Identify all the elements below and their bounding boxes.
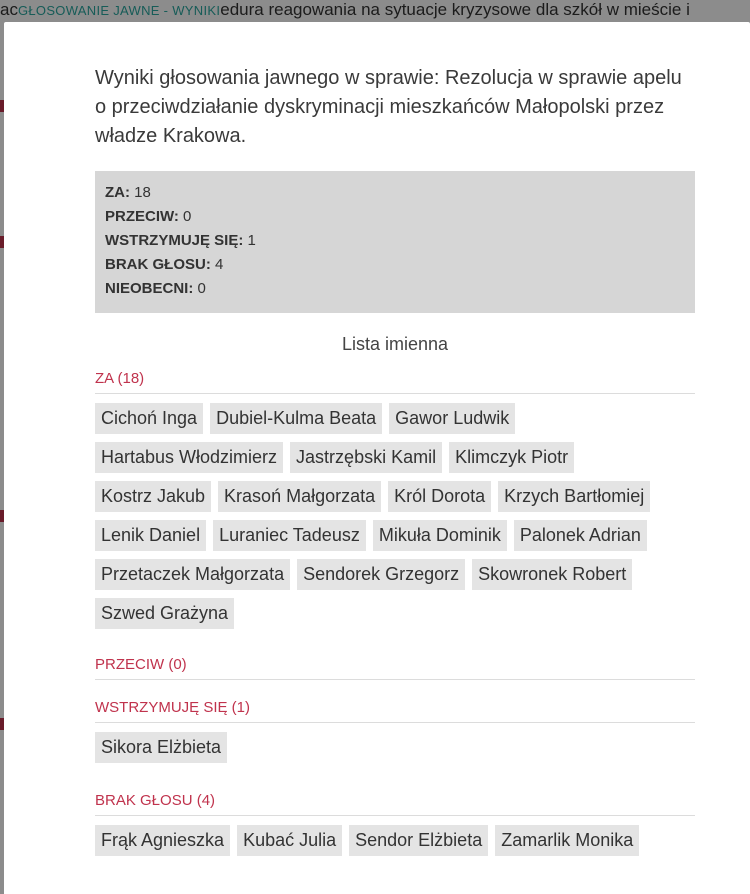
voter-name-chip: Gawor Ludwik <box>389 403 515 434</box>
background-section-label: GŁOSOWANIE JAWNE - WYNIKI <box>17 3 221 18</box>
voter-name-chip: Sendorek Grzegorz <box>297 559 465 590</box>
summary-wstrzymuje-value: 1 <box>243 232 256 249</box>
voter-name-chip: Kubać Julia <box>237 825 342 856</box>
group-za-title: ZA (18) <box>95 369 695 394</box>
summary-brak <box>105 253 685 277</box>
background-text: edura reagowania na sytuacje kryzysowe dla szkół w mieście i <box>220 0 690 19</box>
summary-wstrzymuje-label: WSTRZYMUJĘ SIĘ: <box>105 232 244 249</box>
summary-za <box>105 181 685 205</box>
voter-name-chip: Przetaczek Małgorzata <box>95 559 290 590</box>
group-brak-title: BRAK GŁOSU (4) <box>95 791 695 816</box>
voter-name-chip: Szwed Grażyna <box>95 598 234 629</box>
group-przeciw <box>95 655 695 680</box>
group-brak <box>95 791 695 864</box>
summary-wstrzymuje <box>105 229 685 253</box>
voter-name-chip: Sikora Elżbieta <box>95 732 227 763</box>
voter-name-chip: Kostrz Jakub <box>95 481 211 512</box>
summary-brak-label: BRAK GŁOSU: <box>105 256 211 273</box>
summary-za-label: ZA: <box>105 184 130 201</box>
voter-name-chip: Mikuła Dominik <box>373 520 507 551</box>
modal-content <box>95 22 695 864</box>
group-wstrzymuje-title: WSTRZYMUJĘ SIĘ (1) <box>95 698 695 723</box>
vote-summary <box>95 171 695 313</box>
summary-brak-value: 4 <box>210 256 224 273</box>
group-brak-names <box>95 825 695 864</box>
summary-przeciw-label: PRZECIW: <box>105 208 179 225</box>
voter-name-chip: Jastrzębski Kamil <box>290 442 442 473</box>
name-list-heading: Lista imienna <box>341 334 449 354</box>
group-przeciw-title: PRZECIW (0) <box>95 655 695 680</box>
group-wstrzymuje <box>95 698 695 771</box>
group-wstrzymuje-names <box>95 732 695 771</box>
group-za <box>95 369 695 637</box>
voter-name-chip: Krzych Bartłomiej <box>498 481 650 512</box>
voter-name-chip: Cichoń Inga <box>95 403 203 434</box>
voter-name-chip: Hartabus Włodzimierz <box>95 442 283 473</box>
voter-name-chip: Dubiel-Kulma Beata <box>210 403 382 434</box>
voter-name-chip: Frąk Agnieszka <box>95 825 230 856</box>
voter-name-chip: Krasoń Małgorzata <box>218 481 381 512</box>
modal-title: Wyniki głosowania jawnego w sprawie: Rezolucja w sprawie apelu o przeciwdziałanie dyskryminacji mieszkańców Małopolski przez władze Krakowa. <box>95 67 682 147</box>
summary-nieobecni <box>105 277 685 301</box>
voter-name-chip: Zamarlik Monika <box>495 825 639 856</box>
voter-name-chip: Sendor Elżbieta <box>349 825 488 856</box>
summary-nieobecni-value: 0 <box>193 280 206 297</box>
group-za-names <box>95 403 695 637</box>
voter-name-chip: Klimczyk Piotr <box>449 442 574 473</box>
summary-przeciw <box>105 205 685 229</box>
voter-name-chip: Palonek Adrian <box>514 520 647 551</box>
background-prefix: ac <box>0 0 18 19</box>
voter-name-chip: Skowronek Robert <box>472 559 632 590</box>
summary-nieobecni-label: NIEOBECNI: <box>105 280 194 297</box>
summary-za-value: 18 <box>130 184 151 201</box>
voting-results-modal <box>4 22 750 894</box>
voter-name-chip: Król Dorota <box>388 481 491 512</box>
voter-name-chip: Luraniec Tadeusz <box>213 520 366 551</box>
voter-name-chip: Lenik Daniel <box>95 520 206 551</box>
summary-przeciw-value: 0 <box>178 208 192 225</box>
